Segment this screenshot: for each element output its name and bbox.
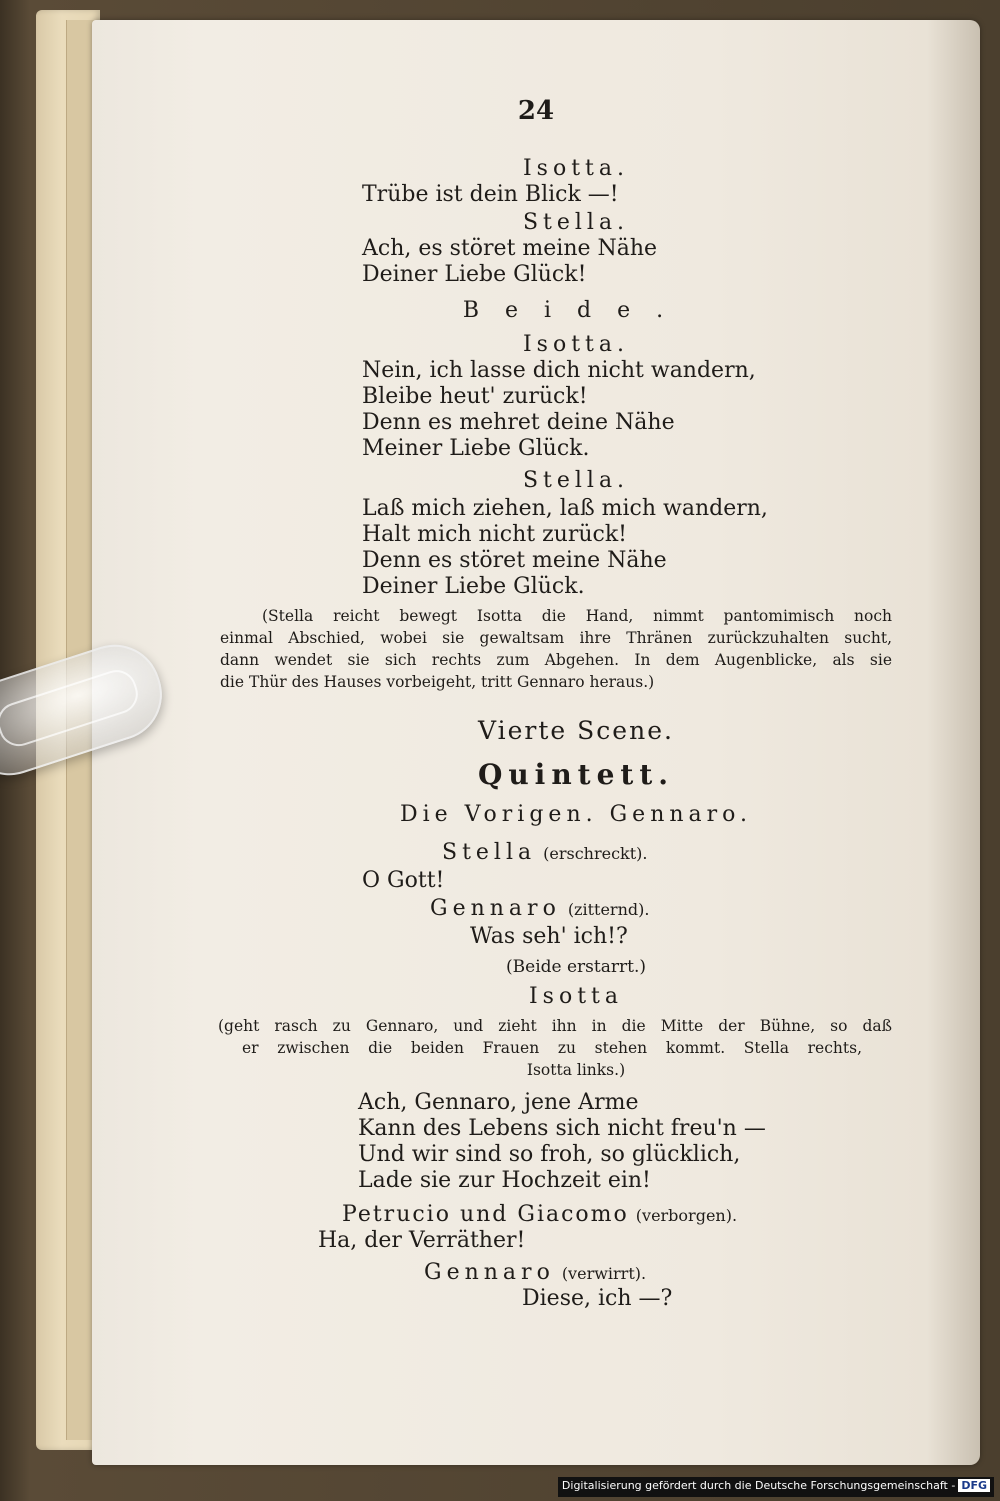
stage-direction: er zwischen die beiden Frauen zu stehen kommt. Stella rechts, [242, 1039, 862, 1057]
verse-line: Denn es störet meine Nähe [362, 548, 667, 573]
speaker-gennaro [430, 896, 980, 922]
stage-direction: dann wendet sie sich rechts zum Abgehen. In dem Augenblicke, als sie [220, 651, 892, 669]
stage-direction: die Thür des Hauses vorbeigeht, tritt Gennaro heraus.) [220, 673, 655, 691]
verse-line: Ach, es störet meine Nähe [362, 236, 658, 261]
speaker-gennaro [424, 1260, 980, 1286]
verse-line: Halt mich nicht zurück! [362, 522, 628, 547]
verse-line: Denn es mehret deine Nähe [362, 410, 675, 435]
verse-line: Diese, ich —? [522, 1286, 673, 1311]
speaker-beide: Beide. [462, 298, 690, 323]
verse-line: Bleibe heut' zurück! [362, 384, 588, 409]
speaker-stella: Stella. [522, 210, 630, 235]
speaker-stella [442, 840, 980, 866]
verse-line: Nein, ich lasse dich nicht wandern, [362, 358, 756, 383]
verse-line: Meiner Liebe Glück. [362, 436, 590, 461]
verse-line: Trübe ist dein Blick —! [362, 182, 619, 207]
scene-heading: Vierte Scene. [478, 716, 674, 745]
stage-note: (verborgen). [635, 1206, 738, 1225]
section-heading: Quintett. [477, 758, 675, 791]
speaker-isotta: Isotta [528, 984, 624, 1009]
speaker-name: Gennaro [424, 1260, 555, 1285]
stage-note: (zitternd). [567, 900, 650, 919]
verse-line: Ach, Gennaro, jene Arme [358, 1090, 639, 1115]
footer-text: Digitalisierung gefördert durch die Deutsche Forschungsgemeinschaft - [561, 1479, 956, 1492]
verse-line: Kann des Lebens sich nicht freu'n — [358, 1116, 766, 1141]
verse-line: Und wir sind so froh, so glücklich, [358, 1142, 741, 1167]
book-page [92, 20, 980, 1465]
verse-line: Lade sie zur Hochzeit ein! [358, 1168, 651, 1193]
cast-line: Die Vorigen. Gennaro. [399, 802, 753, 827]
verse-line: Was seh' ich!? [470, 924, 628, 949]
speaker-name: Petrucio und Giacomo [342, 1202, 629, 1227]
verse-line: Deiner Liebe Glück! [362, 262, 587, 287]
speaker-name: Gennaro [430, 896, 561, 921]
verse-line: O Gott! [362, 868, 445, 893]
speaker-isotta: Isotta. [522, 332, 630, 357]
verse-line: Ha, der Verräther! [318, 1228, 526, 1253]
speaker-name: Stella [442, 840, 537, 865]
stage-direction: Isotta links.) [526, 1061, 626, 1079]
speaker-stella: Stella. [522, 468, 630, 493]
stage-direction: (Beide erstarrt.) [506, 957, 646, 977]
dfg-logo: DFG [958, 1479, 990, 1492]
verse-line: Laß mich ziehen, laß mich wandern, [362, 496, 768, 521]
speaker-isotta: Isotta. [522, 156, 630, 181]
digitization-footer [558, 1477, 994, 1497]
stage-direction: (Stella reicht bewegt Isotta die Hand, nimmt pantomimisch noch [262, 607, 892, 625]
stage-direction: einmal Abschied, wobei sie gewaltsam ihre Thränen zurückzuhalten sucht, [220, 629, 892, 647]
stage-direction: (geht rasch zu Gennaro, und zieht ihn in die Mitte der Bühne, so daß [218, 1017, 892, 1035]
page-number: 24 [517, 96, 555, 126]
verse-line: Deiner Liebe Glück. [362, 574, 585, 599]
stage-note: (erschreckt). [543, 844, 648, 863]
stage-note: (verwirrt). [561, 1264, 647, 1283]
speaker-petrucio-giacomo [342, 1202, 980, 1228]
paper-clip-loop [0, 665, 143, 751]
